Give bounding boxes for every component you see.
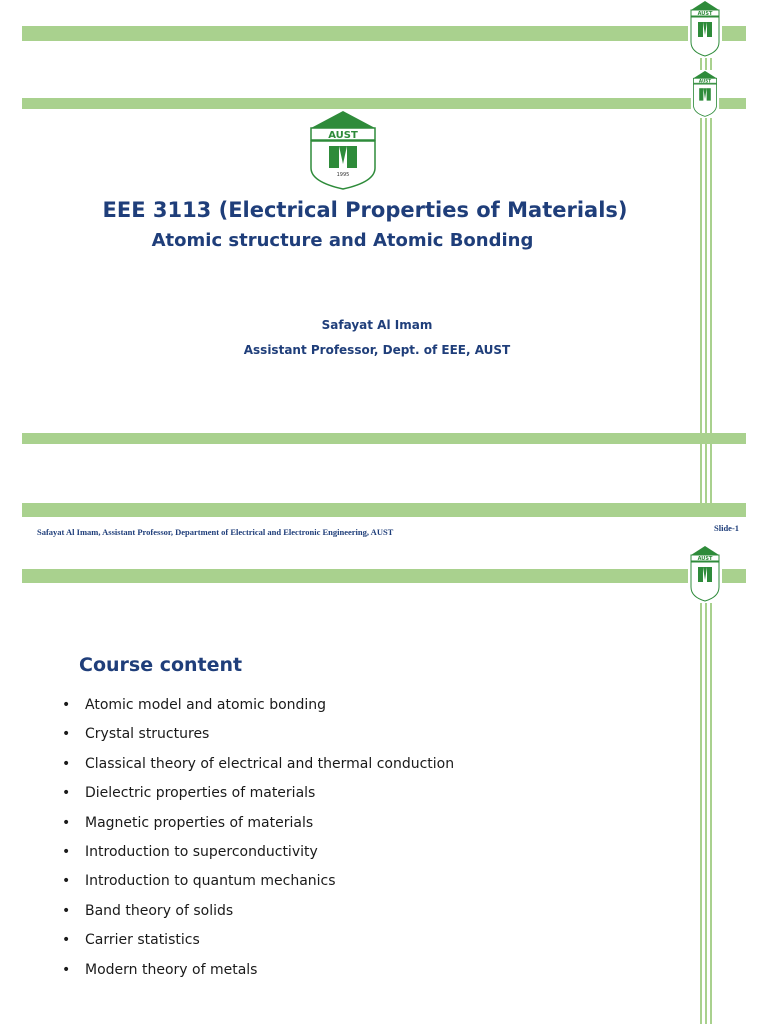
list-item: • Introduction to quantum mechanics	[62, 870, 454, 899]
decor-bar-top-1	[22, 26, 746, 41]
logo-wordmark: AUST	[328, 130, 358, 141]
slide-subtitle: Atomic structure and Atomic Bonding	[151, 230, 534, 251]
decor-vline-4	[700, 590, 702, 1024]
list-item: • Atomic model and atomic bonding	[62, 694, 454, 723]
decor-bar-top-2	[22, 98, 746, 109]
aust-logo-small-2	[688, 70, 722, 118]
list-item: • Introduction to superconductivity	[62, 841, 454, 870]
course-content-heading: Course content	[79, 654, 243, 676]
bullet-icon: •	[62, 755, 71, 772]
aust-logo-small-1	[688, 0, 722, 58]
presenter-role: Assistant Professor, Dept. of EEE, AUST	[243, 343, 511, 357]
bullet-icon: •	[62, 961, 71, 978]
list-item: • Classical theory of electrical and thermal conduction	[62, 753, 454, 782]
list-item: • Dielectric properties of materials	[62, 782, 454, 811]
slide-title: EEE 3113 (Electrical Properties of Materials)	[102, 198, 628, 222]
bullet-icon: •	[62, 814, 71, 831]
bullet-icon: •	[62, 726, 71, 743]
svg-text:AUST: AUST	[698, 78, 712, 84]
bullet-icon: •	[62, 902, 71, 919]
svg-text:AUST: AUST	[697, 11, 713, 17]
presenter-name: Safayat Al Imam	[321, 318, 433, 332]
bullet-icon: •	[62, 785, 71, 802]
slide-number: Slide-1	[714, 523, 740, 533]
list-item: • Crystal structures	[62, 723, 454, 752]
bullet-icon: •	[62, 873, 71, 890]
course-content-list	[62, 694, 454, 988]
list-item: • Band theory of solids	[62, 900, 454, 929]
decor-bar-mid-1	[22, 433, 746, 444]
slide-footer: Safayat Al Imam, Assistant Professor, Department of Electrical and Electronic Engineering, AUST	[37, 527, 394, 537]
aust-logo-small-3	[688, 545, 722, 603]
list-item: • Magnetic properties of materials	[62, 812, 454, 841]
decor-bar-mid-2	[22, 503, 746, 517]
list-item: • Modern theory of metals	[62, 959, 454, 988]
logo-year: 1995	[336, 172, 350, 178]
decor-vline-6	[710, 590, 712, 1024]
decor-vline-5	[705, 590, 707, 1024]
aust-logo-main	[306, 110, 380, 190]
decor-bar-slide2-top	[22, 569, 746, 583]
bullet-icon: •	[62, 697, 71, 713]
list-item: • Carrier statistics	[62, 929, 454, 958]
bullet-icon: •	[62, 932, 71, 949]
bullet-icon: •	[62, 843, 71, 860]
svg-text:AUST: AUST	[697, 556, 713, 562]
